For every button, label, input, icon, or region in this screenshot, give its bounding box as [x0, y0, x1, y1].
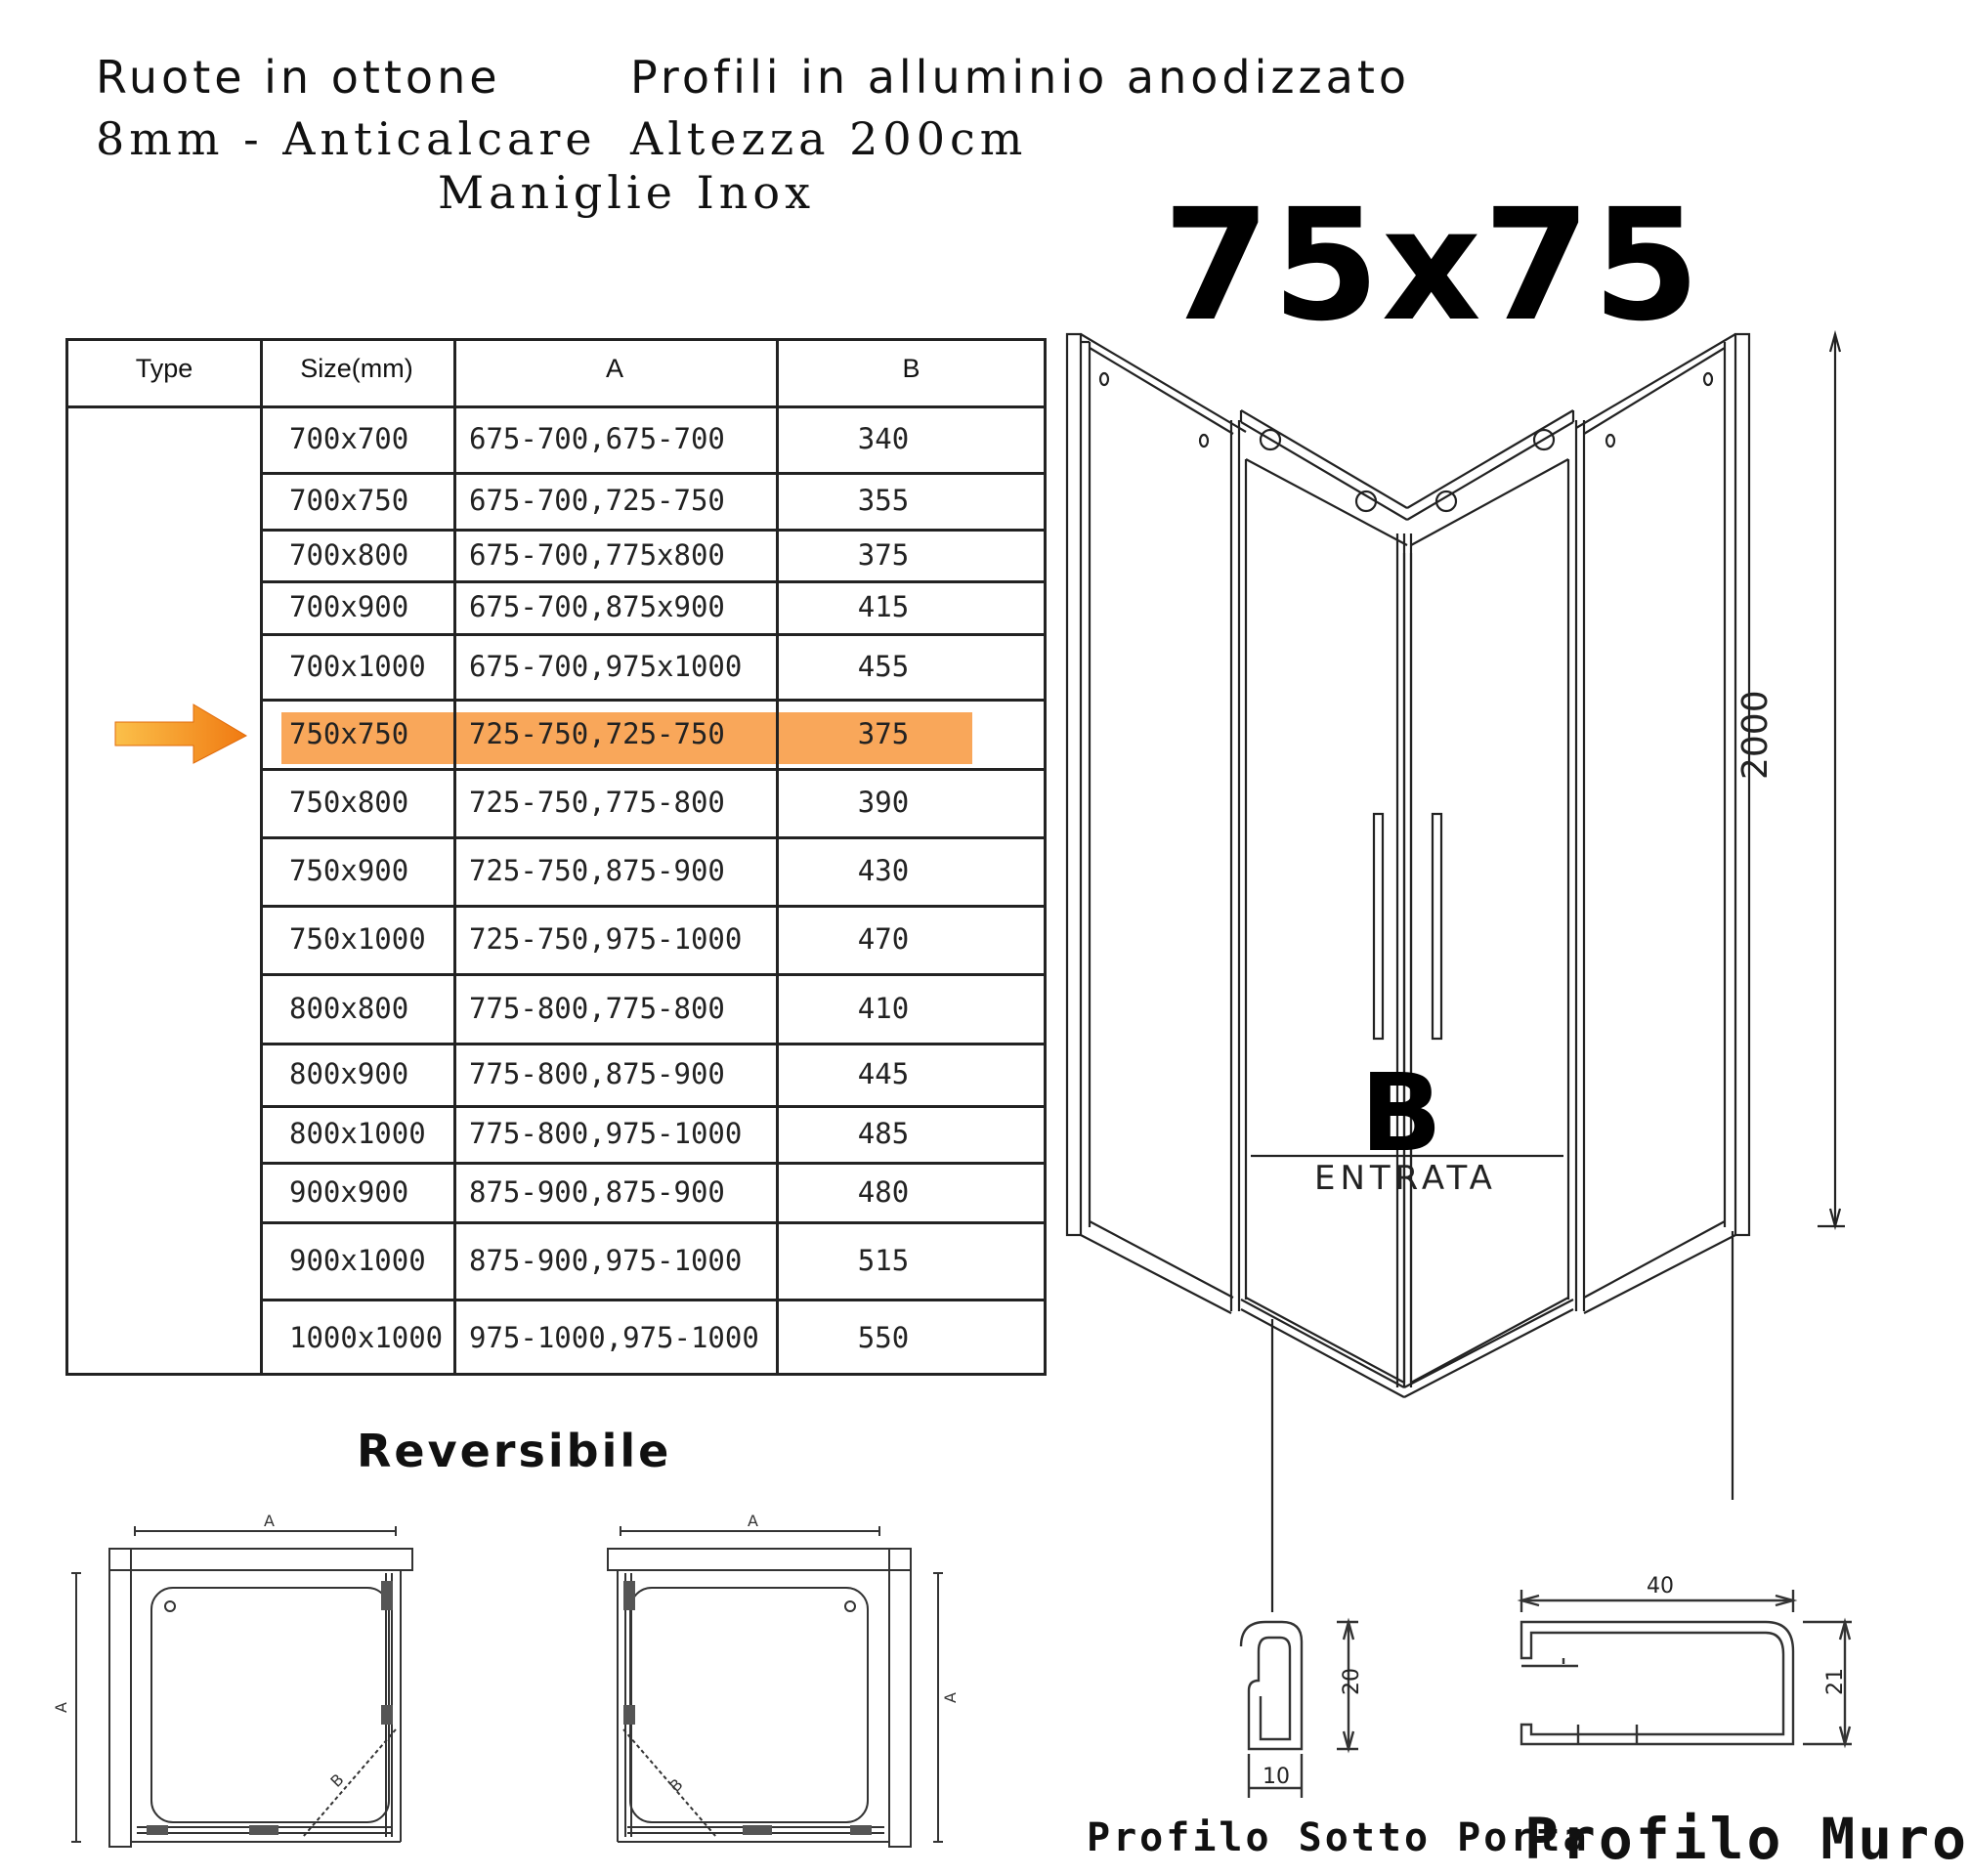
header-feature-wheels: Ruote in ottone [96, 51, 501, 104]
table-cell-size: 700x1000 [289, 649, 426, 683]
table-cell-a: 725-750,875-900 [469, 854, 725, 887]
table-column-divider [776, 338, 779, 1376]
table-cell-b: 375 [857, 716, 910, 750]
table-row-divider [260, 472, 1047, 475]
table-cell-size: 700x900 [289, 590, 409, 623]
table-column-divider [260, 338, 263, 1376]
wall-profile-diagram [1510, 1568, 1876, 1773]
under-door-width-label: 10 [1263, 1765, 1290, 1789]
height-dimension-label: 2000 [1735, 690, 1776, 780]
table-cell-size: 750x1000 [289, 922, 426, 956]
plan-right-dim-a-side: A [941, 1692, 960, 1703]
table-cell-size: 800x900 [289, 1057, 409, 1090]
table-cell-b: 445 [857, 1057, 910, 1090]
table-row-divider [260, 1221, 1047, 1224]
plan-right-dim-a-top: A [748, 1512, 758, 1530]
plan-left-dim-a-side: A [52, 1702, 70, 1713]
table-header-type: Type [135, 354, 193, 383]
table-cell-b: 485 [857, 1117, 910, 1150]
table-cell-a: 775-800,775-800 [469, 991, 725, 1025]
table-cell-b: 415 [857, 590, 910, 623]
table-cell-size: 750x800 [289, 786, 409, 819]
table-header-divider [68, 405, 1047, 408]
under-door-profile-label: Profilo Sotto Porta [1087, 1815, 1590, 1860]
table-cell-b: 375 [857, 537, 910, 572]
size-title: 75x75 [1163, 176, 1702, 356]
table-cell-size: 900x900 [289, 1174, 409, 1209]
table-cell-a: 725-750,725-750 [469, 716, 725, 750]
table-row-divider [260, 529, 1047, 532]
table-cell-size: 800x1000 [289, 1117, 426, 1150]
table-cell-a: 975-1000,975-1000 [469, 1320, 759, 1354]
header-feature-handles: Maniglie Inox [438, 166, 816, 219]
table-cell-a: 675-700,875x900 [469, 590, 725, 623]
under-door-profile-diagram [1221, 1602, 1378, 1817]
table-cell-a: 775-800,975-1000 [469, 1117, 743, 1150]
wall-profile-width-label: 40 [1647, 1574, 1674, 1599]
entrance-b-marker: B [1360, 1050, 1442, 1175]
table-cell-b: 550 [857, 1320, 910, 1354]
table-row-divider [260, 768, 1047, 771]
header-feature-height: Altezza 200cm [630, 112, 1028, 165]
table-cell-b: 410 [857, 991, 910, 1025]
table-header-b: B [902, 354, 920, 383]
table-cell-a: 725-750,975-1000 [469, 922, 743, 956]
table-row-divider [260, 580, 1047, 583]
plan-left-dim-a-top: A [264, 1512, 275, 1530]
entrance-label: ENTRATA [1314, 1159, 1497, 1198]
header-feature-profiles: Profili in alluminio anodizzato [630, 51, 1411, 104]
table-row-divider [260, 836, 1047, 839]
table-row-divider [260, 633, 1047, 636]
table-cell-b: 455 [857, 649, 910, 683]
table-cell-size: 900x1000 [289, 1243, 426, 1277]
table-row-divider [260, 1299, 1047, 1301]
table-column-divider [453, 338, 456, 1376]
table-cell-a: 775-800,875-900 [469, 1057, 725, 1090]
table-cell-a: 675-700,775x800 [469, 537, 725, 572]
table-cell-size: 750x750 [289, 716, 409, 750]
table-cell-size: 800x800 [289, 991, 409, 1025]
table-cell-a: 725-750,775-800 [469, 786, 725, 819]
header-feature-glass: 8mm - Anticalcare [96, 112, 597, 165]
table-cell-size: 700x800 [289, 537, 409, 572]
table-cell-size: 750x900 [289, 854, 409, 887]
table-cell-b: 390 [857, 786, 910, 819]
table-cell-b: 470 [857, 922, 910, 956]
wall-profile-height-label: 21 [1823, 1668, 1848, 1695]
table-row-divider [260, 1105, 1047, 1108]
table-cell-a: 875-900,975-1000 [469, 1243, 743, 1277]
plan-left-dim-b: B [326, 1769, 348, 1791]
table-cell-a: 675-700,725-750 [469, 484, 725, 517]
table-cell-size: 1000x1000 [289, 1320, 444, 1354]
floor-plan-right [586, 1505, 958, 1866]
table-cell-a: 675-700,975x1000 [469, 649, 743, 683]
floor-plan-left [52, 1505, 430, 1866]
table-cell-b: 355 [857, 484, 910, 517]
table-row-divider [260, 1162, 1047, 1165]
table-cell-b: 340 [857, 422, 910, 455]
plan-right-dim-b: B [665, 1774, 687, 1796]
table-cell-b: 515 [857, 1243, 910, 1277]
table-row-divider [260, 905, 1047, 908]
table-cell-size: 700x700 [289, 422, 409, 455]
table-cell-b: 480 [857, 1174, 910, 1209]
table-row-divider [260, 1043, 1047, 1045]
under-door-height-label: 20 [1340, 1668, 1364, 1695]
table-cell-size: 700x750 [289, 484, 409, 517]
wall-profile-label: Profilo Muro [1524, 1806, 1969, 1872]
table-cell-b: 430 [857, 854, 910, 887]
shower-enclosure-drawing [1055, 313, 1876, 1524]
reversible-label: Reversibile [357, 1425, 672, 1477]
selection-arrow-icon [107, 699, 254, 769]
table-header-size: Size(mm) [300, 354, 413, 383]
table-cell-a: 675-700,675-700 [469, 422, 725, 455]
table-row-divider [260, 973, 1047, 976]
table-row-divider [260, 699, 1047, 702]
table-cell-a: 875-900,875-900 [469, 1174, 725, 1209]
table-header-a: A [605, 354, 623, 383]
